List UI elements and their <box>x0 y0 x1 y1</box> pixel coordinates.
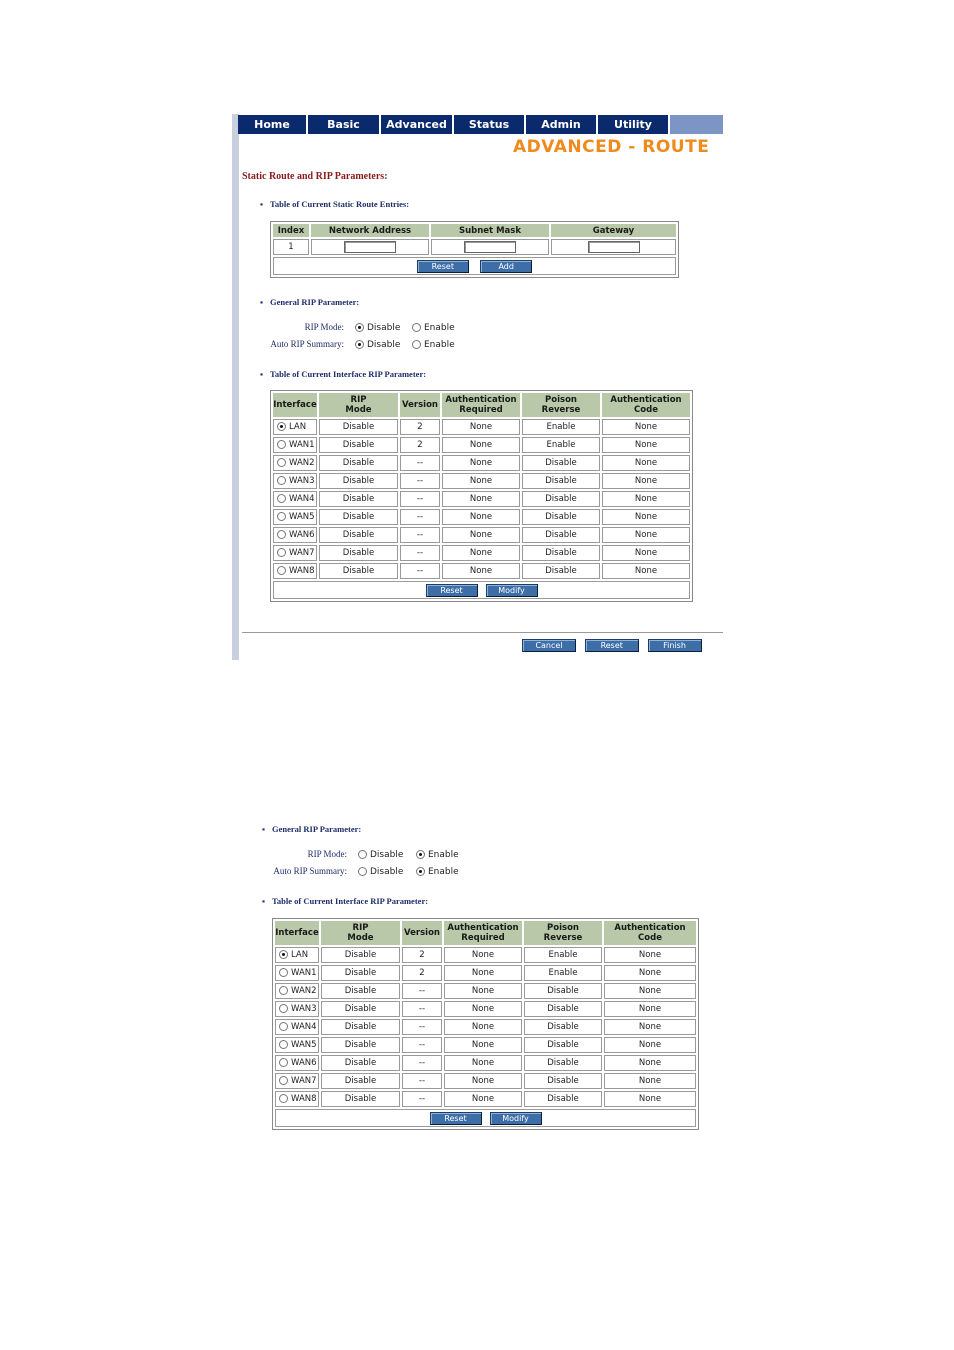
rip-modify-button[interactable]: Modify <box>486 584 538 597</box>
version-cell: -- <box>400 491 440 507</box>
static-route-reset-button[interactable]: Reset <box>417 260 469 273</box>
col-poison-reverse: Poison Reverse <box>522 393 600 417</box>
radio-icon[interactable] <box>355 323 364 332</box>
tab-advanced[interactable]: Advanced <box>381 115 454 134</box>
auto-summary-label: Auto RIP Summary: <box>270 339 344 349</box>
version-cell: -- <box>400 455 440 471</box>
auto-summary-disable-option[interactable] <box>355 340 400 350</box>
divider <box>242 632 723 633</box>
cancel-button[interactable]: Cancel <box>522 639 576 652</box>
interface-name: WAN2 <box>289 458 315 468</box>
interface-name: WAN2 <box>291 986 317 996</box>
version-cell: 2 <box>402 965 442 981</box>
version-cell: -- <box>402 1073 442 1089</box>
table-row <box>273 563 690 579</box>
radio-icon[interactable] <box>277 512 286 521</box>
network-address-input[interactable] <box>344 241 396 253</box>
rip-mode-cell: Disable <box>319 527 398 543</box>
radio-icon[interactable] <box>412 340 421 349</box>
auth-code-cell: None <box>604 983 696 999</box>
col-rip-mode: RIP Mode <box>321 921 400 945</box>
version-cell: -- <box>400 563 440 579</box>
auth-code-cell: None <box>602 419 690 435</box>
rip-mode-enable-option[interactable] <box>412 323 455 333</box>
radio-icon[interactable] <box>416 867 425 876</box>
interface-name: WAN3 <box>291 1004 317 1014</box>
radio-icon[interactable] <box>279 1004 288 1013</box>
tab-utility[interactable]: Utility <box>598 115 670 134</box>
rip-mode-cell: Disable <box>321 1055 400 1071</box>
interface-cell[interactable] <box>273 455 317 471</box>
auth-code-cell: None <box>602 509 690 525</box>
radio-icon[interactable] <box>279 1022 288 1031</box>
version-cell: -- <box>402 1091 442 1107</box>
radio-icon[interactable] <box>279 1040 288 1049</box>
interface-cell[interactable] <box>275 1055 319 1071</box>
table-row <box>273 437 690 453</box>
interface-name: WAN6 <box>289 530 315 540</box>
gateway-input[interactable] <box>588 241 640 253</box>
finish-button[interactable]: Finish <box>648 639 702 652</box>
general-rip-label-2: ▪ General RIP Parameter: <box>262 824 361 834</box>
interface-name: WAN1 <box>289 440 315 450</box>
rip-reset-button[interactable]: Reset <box>426 584 478 597</box>
poison-reverse-cell: Disable <box>522 491 600 507</box>
col-gateway: Gateway <box>551 224 676 237</box>
col-version: Version <box>402 921 442 945</box>
option-label: Enable <box>424 323 455 333</box>
auth-code-cell: None <box>602 527 690 543</box>
footer-actions <box>522 639 702 652</box>
poison-reverse-cell: Disable <box>522 563 600 579</box>
auto-summary-disable-option-2[interactable] <box>358 867 403 877</box>
auth-required-cell: None <box>442 509 520 525</box>
radio-icon[interactable] <box>279 950 288 959</box>
table-row <box>273 455 690 471</box>
radio-icon[interactable] <box>279 986 288 995</box>
rip-table-actions <box>273 581 690 599</box>
interface-cell[interactable] <box>275 1019 319 1035</box>
option-label: Disable <box>367 340 401 350</box>
auto-summary-label-2: Auto RIP Summary: <box>273 866 347 876</box>
version-cell: 2 <box>400 419 440 435</box>
row-index: 1 <box>273 239 309 255</box>
auth-required-cell: None <box>444 1073 522 1089</box>
table-row <box>273 491 690 507</box>
auth-code-cell: None <box>604 1037 696 1053</box>
table-row <box>275 1019 696 1035</box>
rip-mode-enable-option-2[interactable] <box>416 850 459 860</box>
option-label: Disable <box>370 867 404 877</box>
radio-icon[interactable] <box>277 494 286 503</box>
option-label: Disable <box>370 850 404 860</box>
rip-mode-cell: Disable <box>321 1073 400 1089</box>
poison-reverse-cell: Enable <box>522 419 600 435</box>
auth-code-cell: None <box>604 1073 696 1089</box>
auth-code-cell: None <box>602 491 690 507</box>
auth-required-cell: None <box>444 965 522 981</box>
rip-mode-cell: Disable <box>321 1001 400 1017</box>
rip-mode-label: RIP Mode: <box>304 322 344 332</box>
radio-icon[interactable] <box>277 422 286 431</box>
radio-icon[interactable] <box>277 530 286 539</box>
interface-cell[interactable] <box>273 473 317 489</box>
option-label: Disable <box>367 323 401 333</box>
poison-reverse-cell: Disable <box>524 1073 602 1089</box>
static-route-actions <box>273 257 676 275</box>
version-cell: -- <box>402 1037 442 1053</box>
interface-name: LAN <box>289 422 307 432</box>
poison-reverse-cell: Disable <box>522 527 600 543</box>
rip-reset-button[interactable]: Reset <box>430 1112 482 1125</box>
static-route-table-label: ▪ Table of Current Static Route Entries: <box>260 199 409 209</box>
poison-reverse-cell: Enable <box>524 965 602 981</box>
interface-rip-table-2 <box>272 918 699 1130</box>
interface-name: WAN8 <box>291 1094 317 1104</box>
version-cell: -- <box>400 545 440 561</box>
auto-summary-enable-option[interactable] <box>412 340 455 350</box>
radio-icon[interactable] <box>279 1058 288 1067</box>
rip-mode-cell: Disable <box>319 455 398 471</box>
auth-required-cell: None <box>444 983 522 999</box>
gateway-cell <box>551 239 676 255</box>
table-row <box>273 509 690 525</box>
interface-cell[interactable] <box>275 1037 319 1053</box>
interface-name: WAN7 <box>289 548 315 558</box>
rip-mode-cell: Disable <box>319 509 398 525</box>
radio-icon[interactable] <box>279 1076 288 1085</box>
version-cell: 2 <box>402 947 442 963</box>
poison-reverse-cell: Disable <box>524 1091 602 1107</box>
radio-icon[interactable] <box>358 850 367 859</box>
rip-mode-disable-option[interactable] <box>355 323 400 333</box>
col-interface: Interface <box>275 921 319 945</box>
general-rip-label: ▪ General RIP Parameter: <box>260 297 359 307</box>
table-row <box>273 545 690 561</box>
table-row <box>273 239 676 255</box>
col-index: Index <box>273 224 309 237</box>
auth-code-cell: None <box>602 545 690 561</box>
version-cell: -- <box>400 473 440 489</box>
auth-code-cell: None <box>604 1001 696 1017</box>
rip-mode-cell: Disable <box>319 491 398 507</box>
interface-cell[interactable] <box>273 419 317 435</box>
tab-home[interactable]: Home <box>238 115 308 134</box>
auth-code-cell: None <box>604 1019 696 1035</box>
auth-required-cell: None <box>442 545 520 561</box>
auth-code-cell: None <box>602 473 690 489</box>
auth-required-cell: None <box>442 437 520 453</box>
auth-code-cell: None <box>604 947 696 963</box>
table-row <box>273 473 690 489</box>
rip-mode-cell: Disable <box>321 965 400 981</box>
interface-cell[interactable] <box>273 527 317 543</box>
auth-code-cell: None <box>602 455 690 471</box>
poison-reverse-cell: Disable <box>522 545 600 561</box>
rip-modify-button[interactable]: Modify <box>490 1112 542 1125</box>
table-row <box>275 1073 696 1089</box>
rip-mode-cell: Disable <box>321 983 400 999</box>
col-subnet-mask: Subnet Mask <box>431 224 549 237</box>
rip-mode-cell: Disable <box>319 437 398 453</box>
interface-cell[interactable] <box>273 563 317 579</box>
table-row <box>275 1001 696 1017</box>
col-version: Version <box>400 393 440 417</box>
rip-table-actions <box>275 1109 696 1127</box>
version-cell: -- <box>402 983 442 999</box>
network-address-cell <box>311 239 429 255</box>
interface-rip-table <box>270 390 693 602</box>
interface-cell[interactable] <box>275 1091 319 1107</box>
rip-mode-label-2: RIP Mode: <box>307 849 347 859</box>
option-label: Enable <box>428 850 459 860</box>
tab-status[interactable]: Status <box>454 115 526 134</box>
interface-cell[interactable] <box>273 491 317 507</box>
table-row <box>273 527 690 543</box>
col-auth-code: Authentication Code <box>602 393 690 417</box>
col-auth-code: Authentication Code <box>604 921 696 945</box>
radio-icon[interactable] <box>277 476 286 485</box>
auth-required-cell: None <box>442 473 520 489</box>
version-cell: -- <box>400 527 440 543</box>
subnet-mask-input[interactable] <box>464 241 516 253</box>
tab-basic[interactable]: Basic <box>308 115 381 134</box>
interface-cell[interactable] <box>273 509 317 525</box>
interface-cell[interactable] <box>275 983 319 999</box>
version-cell: -- <box>402 1001 442 1017</box>
static-route-table <box>270 221 679 278</box>
col-poison-reverse: Poison Reverse <box>524 921 602 945</box>
auth-code-cell: None <box>602 437 690 453</box>
rip-mode-cell: Disable <box>321 1019 400 1035</box>
interface-name: WAN4 <box>289 494 315 504</box>
auth-required-cell: None <box>444 1019 522 1035</box>
poison-reverse-cell: Disable <box>524 1001 602 1017</box>
radio-icon[interactable] <box>416 850 425 859</box>
poison-reverse-cell: Disable <box>522 455 600 471</box>
option-label: Enable <box>428 867 459 877</box>
poison-reverse-cell: Disable <box>524 1019 602 1035</box>
col-auth-required: Authentication Required <box>442 393 520 417</box>
version-cell: -- <box>402 1055 442 1071</box>
radio-icon[interactable] <box>279 1094 288 1103</box>
poison-reverse-cell: Enable <box>522 437 600 453</box>
radio-icon[interactable] <box>355 340 364 349</box>
auth-code-cell: None <box>604 1091 696 1107</box>
rip-mode-cell: Disable <box>319 473 398 489</box>
rip-mode-cell: Disable <box>321 947 400 963</box>
interface-cell[interactable] <box>273 545 317 561</box>
left-frame-bar <box>232 114 239 660</box>
interface-rip-table-label: ▪ Table of Current Interface RIP Parameter: <box>260 369 426 379</box>
interface-cell[interactable] <box>275 947 319 963</box>
radio-icon[interactable] <box>277 440 286 449</box>
auth-code-cell: None <box>604 1055 696 1071</box>
auth-required-cell: None <box>444 1037 522 1053</box>
poison-reverse-cell: Disable <box>524 1055 602 1071</box>
col-auth-required: Authentication Required <box>444 921 522 945</box>
auth-required-cell: None <box>442 527 520 543</box>
col-rip-mode: RIP Mode <box>319 393 398 417</box>
auth-required-cell: None <box>442 563 520 579</box>
static-route-add-button[interactable]: Add <box>480 260 532 273</box>
interface-name: WAN1 <box>291 968 317 978</box>
rip-mode-cell: Disable <box>321 1037 400 1053</box>
rip-mode-cell: Disable <box>321 1091 400 1107</box>
interface-cell[interactable] <box>275 1001 319 1017</box>
page-title: ADVANCED - ROUTE <box>513 137 710 157</box>
auth-code-cell: None <box>604 965 696 981</box>
rip-mode-cell: Disable <box>319 545 398 561</box>
table-row <box>275 965 696 981</box>
auth-required-cell: None <box>444 1091 522 1107</box>
section-title: Static Route and RIP Parameters: <box>242 171 388 182</box>
interface-name: WAN7 <box>291 1076 317 1086</box>
top-nav-bar <box>238 115 723 134</box>
radio-icon[interactable] <box>358 867 367 876</box>
tab-admin[interactable]: Admin <box>526 115 598 134</box>
rip-mode-cell: Disable <box>319 563 398 579</box>
version-cell: 2 <box>400 437 440 453</box>
radio-icon[interactable] <box>412 323 421 332</box>
auth-required-cell: None <box>444 947 522 963</box>
table-row <box>273 419 690 435</box>
rip-mode-disable-option-2[interactable] <box>358 850 403 860</box>
auth-required-cell: None <box>442 491 520 507</box>
rip-mode-cell: Disable <box>319 419 398 435</box>
auth-required-cell: None <box>442 455 520 471</box>
radio-icon[interactable] <box>277 458 286 467</box>
interface-name: WAN4 <box>291 1022 317 1032</box>
interface-cell[interactable] <box>273 437 317 453</box>
subnet-mask-cell <box>431 239 549 255</box>
poison-reverse-cell: Enable <box>524 947 602 963</box>
table-row <box>275 1091 696 1107</box>
auto-summary-enable-option-2[interactable] <box>416 867 459 877</box>
col-network-address: Network Address <box>311 224 429 237</box>
table-row <box>275 1037 696 1053</box>
interface-cell[interactable] <box>275 1073 319 1089</box>
poison-reverse-cell: Disable <box>524 1037 602 1053</box>
version-cell: -- <box>400 509 440 525</box>
radio-icon[interactable] <box>279 968 288 977</box>
option-label: Enable <box>424 340 455 350</box>
auth-required-cell: None <box>444 1001 522 1017</box>
interface-name: WAN5 <box>291 1040 317 1050</box>
table-row <box>275 947 696 963</box>
interface-name: WAN3 <box>289 476 315 486</box>
interface-cell[interactable] <box>275 965 319 981</box>
table-row <box>275 983 696 999</box>
radio-icon[interactable] <box>277 548 286 557</box>
interface-name: WAN6 <box>291 1058 317 1068</box>
interface-name: WAN8 <box>289 566 315 576</box>
interface-name: LAN <box>291 950 309 960</box>
col-interface: Interface <box>273 393 317 417</box>
poison-reverse-cell: Disable <box>524 983 602 999</box>
auth-code-cell: None <box>602 563 690 579</box>
table-row <box>275 1055 696 1071</box>
interface-rip-table-label-2: ▪ Table of Current Interface RIP Parameter: <box>262 896 428 906</box>
interface-name: WAN5 <box>289 512 315 522</box>
version-cell: -- <box>402 1019 442 1035</box>
auth-required-cell: None <box>444 1055 522 1071</box>
footer-reset-button[interactable]: Reset <box>585 639 639 652</box>
poison-reverse-cell: Disable <box>522 509 600 525</box>
radio-icon[interactable] <box>277 566 286 575</box>
poison-reverse-cell: Disable <box>522 473 600 489</box>
auth-required-cell: None <box>442 419 520 435</box>
